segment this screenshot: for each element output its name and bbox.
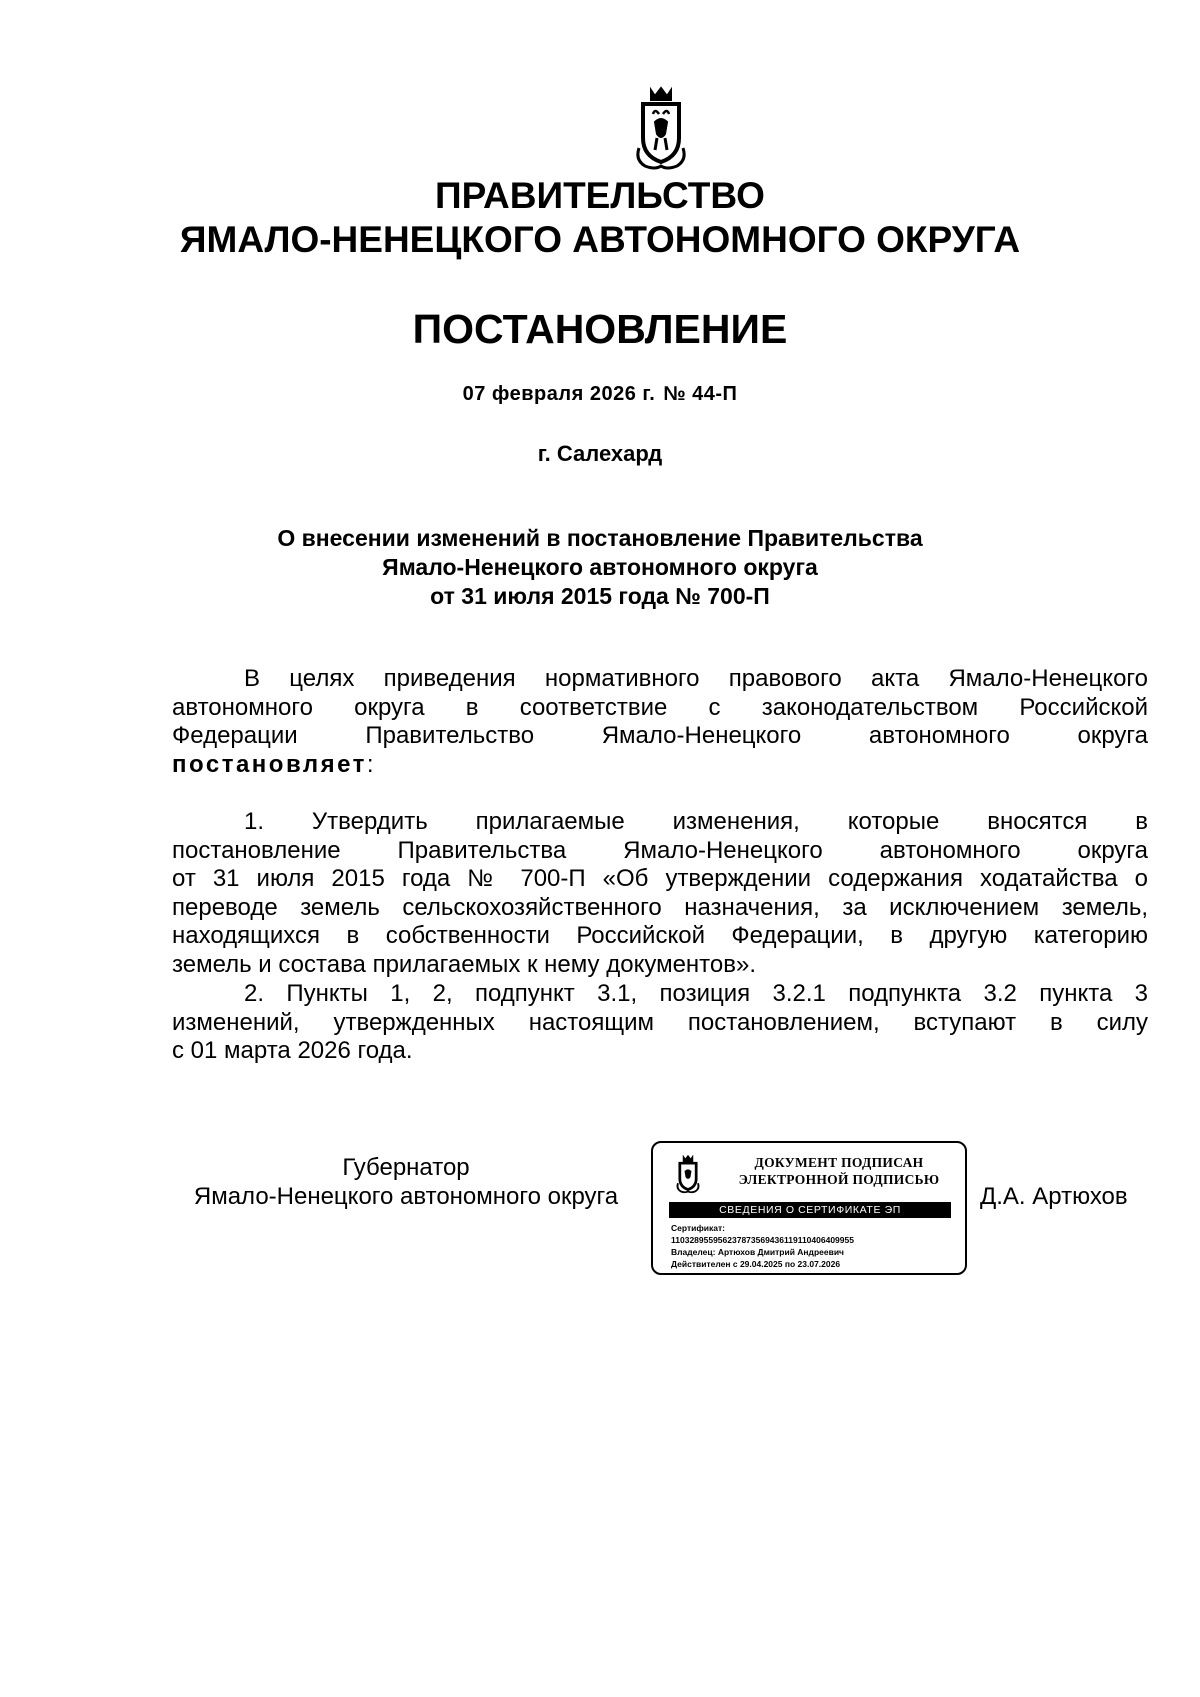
stamp-heading-line: ЭЛЕКТРОННОЙ ПОДПИСЬЮ bbox=[738, 1172, 940, 1187]
decree-emphasis: постановляет bbox=[172, 750, 367, 778]
coat-of-arms-small-icon bbox=[673, 1155, 703, 1195]
preamble-paragraph bbox=[172, 665, 1148, 779]
signatory-region: Ямало-Ненецкого автономного округа bbox=[193, 1183, 619, 1210]
preamble-line: В целях приведения нормативного правового акта Ямало-Ненецкого bbox=[244, 665, 1148, 692]
document-type: ПОСТАНОВЛЕНИЕ bbox=[412, 306, 788, 352]
item-2-paragraph bbox=[172, 980, 1148, 1066]
document-number: № 44-П bbox=[663, 383, 738, 405]
preamble-line: Федерации Правительство Ямало-Ненецкого автономного округа bbox=[172, 722, 1148, 750]
item-2-line: 2. Пункты 1, 2, подпункт 3.1, позиция 3.2.1 подпункта 3.2 пункта 3 bbox=[244, 980, 1148, 1007]
preamble-line bbox=[172, 751, 1148, 780]
certificate-number: 110328955956237873569436119110406409955 bbox=[671, 1235, 854, 1245]
subject-line: Ямало-Ненецкого автономного округа bbox=[382, 554, 818, 580]
signatory-title: Губернатор bbox=[342, 1154, 470, 1181]
electronic-signature-stamp bbox=[651, 1141, 967, 1275]
subject-line: от 31 июля 2015 года № 700-П bbox=[430, 583, 770, 609]
organization-region: ЯМАЛО-НЕНЕЦКОГО АВТОНОМНОГО ОКРУГА bbox=[179, 219, 1021, 260]
document-city: г. Салехард bbox=[537, 441, 663, 466]
item-1-paragraph bbox=[172, 808, 1148, 980]
item-1-line: находящихся в собственности Российской Федерации, в другую категорию bbox=[172, 922, 1148, 950]
item-1-line: 1. Утвердить прилагаемые изменения, которые вносятся в bbox=[244, 808, 1148, 835]
stamp-heading bbox=[721, 1154, 957, 1188]
certificate-owner: Владелец: Артюхов Дмитрий Андреевич bbox=[671, 1247, 844, 1257]
certificate-info-bar: СВЕДЕНИЯ О СЕРТИФИКАТЕ ЭП bbox=[669, 1202, 951, 1218]
item-1-line: переводе земель сельскохозяйственного назначения, за исключением земель, bbox=[172, 893, 1148, 921]
certificate-details bbox=[671, 1222, 854, 1270]
item-1-line: от 31 июля 2015 года № 700-П «Об утверждении содержания ходатайства о bbox=[172, 865, 1148, 893]
preamble-colon: : bbox=[366, 750, 374, 778]
item-1-line: постановление Правительства Ямало-Ненецкого автономного округа bbox=[172, 836, 1148, 864]
item-2-line: с 01 марта 2026 года. bbox=[172, 1037, 413, 1065]
item-2-line: изменений, утвержденных настоящим постановлением, вступают в силу bbox=[172, 1008, 1148, 1036]
item-1-line: земель и состава прилагаемых к нему документов». bbox=[172, 950, 757, 978]
organization-title: ПРАВИТЕЛЬСТВО bbox=[435, 175, 765, 216]
certificate-label: Сертификат: bbox=[671, 1223, 725, 1233]
certificate-validity: Действителен с 29.04.2025 по 23.07.2026 bbox=[671, 1259, 841, 1269]
signatory-name: Д.А. Артюхов bbox=[980, 1183, 1128, 1210]
coat-of-arms-emblem bbox=[629, 86, 693, 174]
document-date: 07 февраля 2026 г. bbox=[462, 383, 656, 405]
preamble-line: автономного округа в соответствие с законодательством Российской bbox=[172, 693, 1148, 721]
stamp-heading-line: ДОКУМЕНТ ПОДПИСАН bbox=[754, 1155, 924, 1170]
document-date-number bbox=[0, 381, 1200, 407]
subject-line: О внесении изменений в постановление Правительства bbox=[277, 525, 923, 551]
